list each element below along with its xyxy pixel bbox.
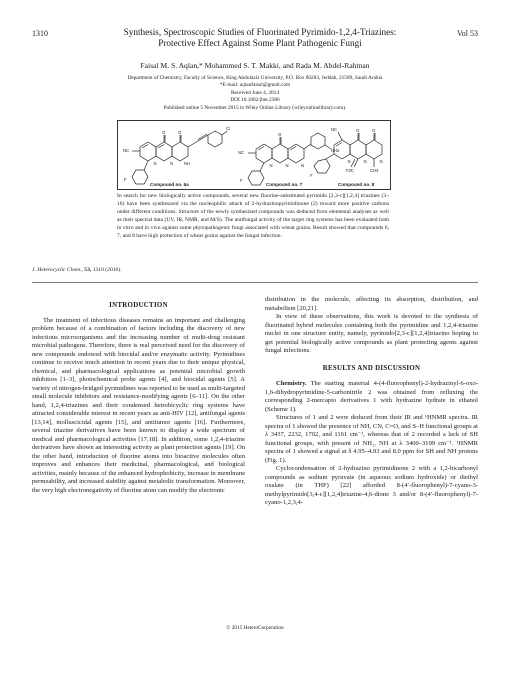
- paragraph-aim: In view of these observations, this work is devoted to the synthesis of fluorinated hybrid molecules containing both the pyrimidine and 1,2,4-triazine nuclei in one structure entity, namely, pyrimido[2,3-c][1,2,4]triazino hoping to get potential biologically active compounds as plant protecting agents against fungal infections.: [265, 313, 478, 354]
- structure-8: [314, 132, 382, 173]
- affiliation-block: [0, 75, 510, 112]
- left-column: [32, 302, 245, 495]
- page-footer: © 2015 HeteroCorporation: [226, 625, 284, 631]
- title-line-2: Protective Effect Against Some Plant Pathogenic Fungi: [158, 38, 362, 48]
- citation-journal: J. Heterocyclic Chem.,: [32, 267, 83, 273]
- paragraph-chemistry: [265, 380, 478, 414]
- atom-f-7: F: [240, 178, 243, 183]
- chemical-structures: [118, 121, 390, 189]
- atom-nh-6a: NH: [184, 161, 191, 166]
- atom-o-6a-1: O: [162, 130, 166, 135]
- doi-line: DOI 10.1002/jhet.2386: [230, 97, 280, 104]
- atom-o-7: O: [278, 132, 282, 137]
- introduction-heading: INTRODUCTION: [109, 302, 168, 309]
- affiliation-department: Department of Chemistry, Faculty of Science, King Abdulaziz University, P.O. Box 80203, Jeddah, 21589, Saudi Arabia: [127, 75, 383, 81]
- atom-cl-6a: Cl: [226, 126, 230, 131]
- atom-n-8-2: N: [363, 159, 367, 164]
- atom-n-7-1: N: [269, 163, 273, 168]
- atom-n-6a-2: N: [170, 161, 174, 166]
- atom-n-8-3: N: [379, 159, 383, 164]
- volume-label: Vol 53: [457, 29, 478, 38]
- citation-pages: 1310 (2016).: [92, 267, 122, 273]
- article-title: [90, 27, 430, 49]
- atom-nh2-7: NH2: [331, 148, 340, 153]
- results-heading: RESULTS AND DISCUSSION: [322, 364, 421, 372]
- atom-nc-8: NC: [331, 127, 338, 132]
- atom-n-7-3: N: [301, 163, 305, 168]
- structure-6a: [132, 131, 227, 184]
- atom-nc-7: NC: [238, 150, 245, 155]
- atom-ch3-8: CH3: [370, 168, 379, 173]
- atom-n-7-2: N: [285, 163, 289, 168]
- atom-n-6a-1: N: [153, 161, 157, 166]
- atom-cf3-8: F3C: [346, 168, 354, 173]
- abstract-text: In search for new biologically active compounds, several new fluorine-substituted pyrimido [2,3-c][1,2,4] triazines (3–16) have been synthesized via the nucleophilic attack of 2-hydrazinopyrimidinone (2) toward more positive carbons under different conditions. Structure of the newly synthesized compounds was deduced from elemental analyses as well as their spectral data (UV, IR, NMR, and M/S). The antifungal activity of the target ring systems has been evaluated both in vitro and in vivo against some phytopathogenic fungi associated with wheat grains. Result showed that compounds 6, 7, and 8 have high protection of wheat grains against the fungal infection.: [117, 193, 389, 239]
- structure-7: [248, 133, 331, 185]
- author-list: Faisal M. S. Aqlan,* Mohammed S. T. Makki, and Rada M. Abdel-Rahman: [140, 61, 370, 70]
- graphical-abstract-figure: [117, 120, 391, 190]
- atom-nc-6a: NC: [123, 148, 130, 153]
- received-date: Received June 4, 2014: [231, 89, 279, 96]
- atom-n-8-1: N: [347, 159, 351, 164]
- citation-volume: 53,: [84, 267, 92, 273]
- paragraph-cyclocondensation: Cyclocondensation of 2-hydrazino pyrimidinone 2 with a 1,2-bicarbonyl compounds as sodium pyruvate (in aqueous sodium hydroxide) or diethyl oxalate (in THF) [22] afforded 8-(4′-fluorophenyl)-7-cyano-3-methylpyrimido[3,4-c][1,2,4]triazine-4,6-dione 3 and/or 8-(4′-fluorophenyl)-7-cyano-1,2,3,4-: [265, 465, 478, 506]
- page-number: 1310: [32, 29, 48, 38]
- section-divider: [32, 282, 478, 283]
- atom-o-8-2: O: [372, 128, 376, 133]
- title-line-1: Synthesis, Spectroscopic Studies of Fluorinated Pyrimido-1,2,4-Triazines:: [123, 27, 397, 37]
- paragraph-structures: Structures of 1 and 2 were deduced from their IR and ¹HNMR spectra. IR spectra of 1 showed the presence of NH, CN, C=O, and S–H functional groups at λ 3437, 2232, 1702, and 1161 cm⁻¹, whereas that of 2 recorded a lack of SH functional groups, with present of NH₂, NH at λ 3400–3199 cm⁻¹. ¹HNMR spectra of 1 showed a signal at δ 4.95–4.93 and 8.0 ppm for SH and NH protons (Fig. 1).: [265, 414, 478, 464]
- affiliation-email: *E-mail: aqlanfaisal@gmail.com: [219, 82, 291, 89]
- figure-label-7: Compound no. 7: [266, 182, 303, 187]
- chemistry-text: The starting material 4-(4-fluorophenyl)-2-hydrazinyl-6-oxo-1,6-dihydropyrimidine-5-carbonitrile 2 was obtained from refluxing the corresponding 2-mercapto derivatives 1 with hydrazine hydrate in ethanol (Scheme 1).: [265, 380, 478, 413]
- right-column: [265, 296, 478, 508]
- introduction-paragraph: The treatment of infectious diseases remains an important and challenging problem because of a combination of factors including the discovery of new infectious microorganisms and the increasing number of multi-drug resistant microbial pathogens. Therefore, there is real perceived need for the discovery of new compounds endowed with biocidal and/or enzymatic activity. Pyrimidines continue to receive much attention in recent years due to their unique physical, chemical, and pharmacological applications as potential microbial growth inhibitors [1–3], photochemical probe agents [4], and biocidal agents [5]. A variety of nitrogen-bridged pyrimidines was reported to be used as multi-targeted small molecule inhibitors and resistance-modifying agents [6–11]. On the other hand, 1,2,4-triazines and their condensed hetrobicyclic ring systems have attracted considerable interest in recent years as anti-HIV [12], antifungal agents [13,14], molluscicidal agents [15], and antitumor agents [16]. Furthermore, several triazine derivatives have been known to display a wide spectrum of medical and pharmacological activities [17,18]. In addition, some 1,2,4-triazine derivatives have shown an interesting activity as plant protection agents [19]. On the other hand, introduction of fluorine atoms into bioactive molecules often improves and enhances their medicinal, pharmacological, and biological activities, mainly because of the enhanced hydrophobicity, increase in membrane permeability, and increased stability against metabolic transformation. Moreover, the very high electronegativity of fluorine atom can modify the electronic: [32, 316, 245, 494]
- figure-label-6a: Compound no. 6a: [150, 182, 189, 187]
- continuation-paragraph: distribution in the molecule, affecting its absorption, distribution, and metabolism [20,21].: [265, 296, 478, 312]
- journal-citation: [32, 267, 122, 273]
- page-header: [32, 27, 478, 59]
- atom-f-6a: F: [124, 177, 127, 182]
- atom-f-8: F: [310, 173, 313, 178]
- published-line: Published online 5 November 2015 in Wiley Online Library (wileyonlinelibrary.com).: [163, 104, 347, 111]
- structure-6a-atoms: [123, 126, 230, 182]
- atom-o-6a-2: O: [178, 130, 182, 135]
- figure-label-8: Compound no. 8: [338, 182, 375, 187]
- atom-o-8-1: O: [356, 128, 360, 133]
- chemistry-run-in: Chemistry.: [276, 380, 307, 387]
